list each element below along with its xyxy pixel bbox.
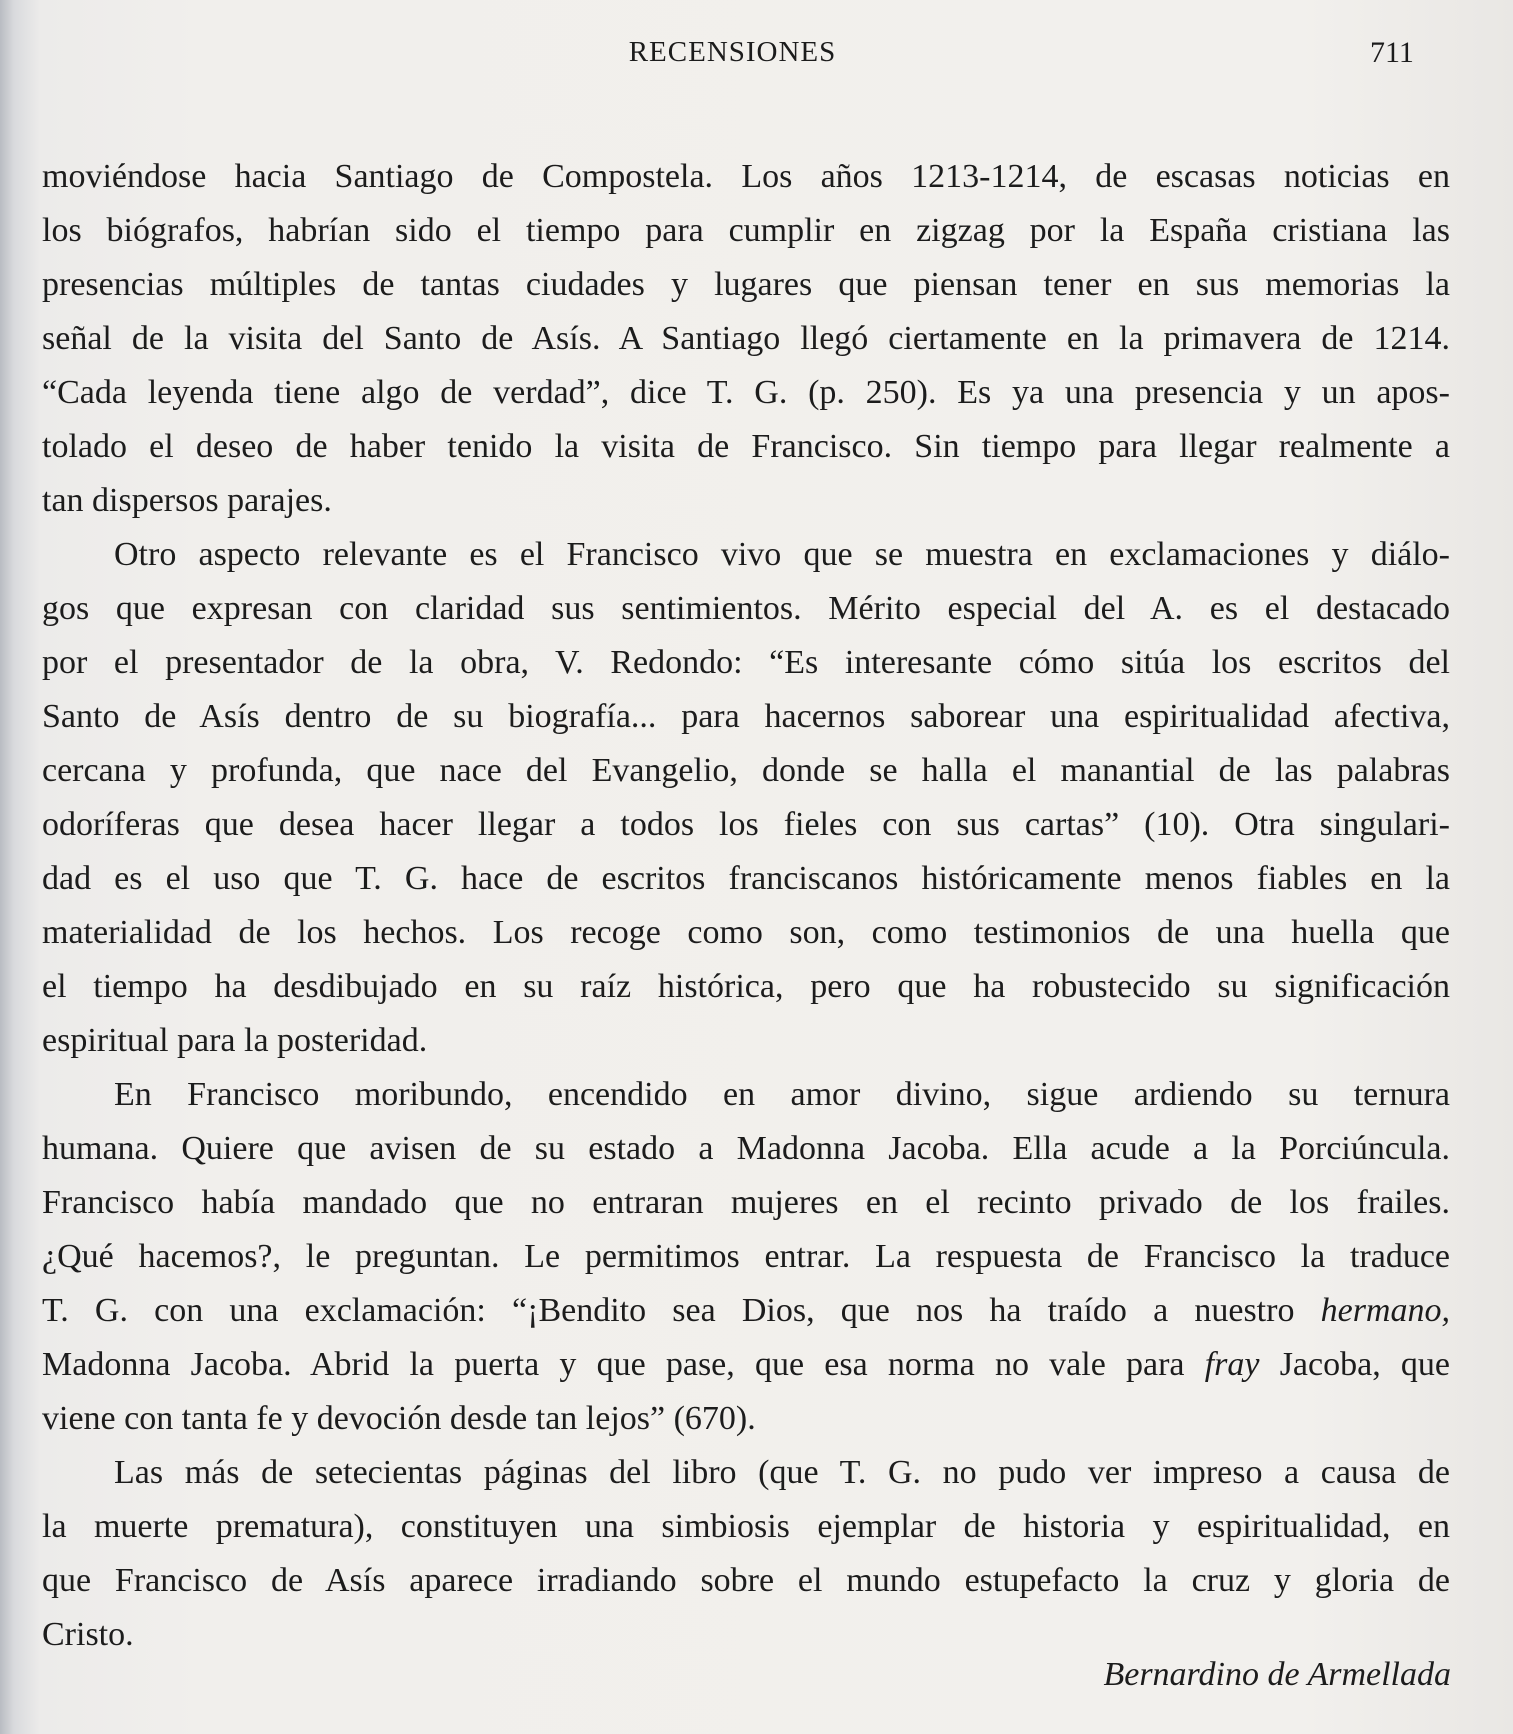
text-line <box>42 690 1450 744</box>
text-run: moviéndose hacia Santiago de Compostela. Los años 1213-1214, de escasas noticias en <box>42 158 1450 195</box>
text-line-content <box>42 636 1450 690</box>
text-run: Jacoba, que <box>1259 1346 1450 1383</box>
text-line-content <box>42 150 1450 204</box>
text-line-content <box>42 1500 1450 1554</box>
text-run: cercana y profunda, que nace del Evangelio, donde se halla el manantial de las palabras <box>42 752 1450 789</box>
text-line <box>42 528 1450 582</box>
text-run: tan dispersos parajes. <box>42 482 332 519</box>
page-header <box>0 36 1513 76</box>
text-run: que Francisco de Asís aparece irradiando sobre el mundo estupefacto la cruz y gloria de <box>42 1562 1450 1599</box>
text-line <box>42 366 1450 420</box>
text-line <box>42 744 1450 798</box>
text-line-content <box>42 1608 1450 1662</box>
text-run: dad es el uso que T. G. hace de escritos franciscanos históricamente menos fiables en la <box>42 860 1450 897</box>
italic-text: hermano, <box>1320 1292 1450 1329</box>
text-line <box>42 1176 1450 1230</box>
text-line <box>42 1338 1450 1392</box>
text-line-content <box>42 852 1450 906</box>
running-title <box>0 36 1513 69</box>
text-line-content <box>114 528 1450 582</box>
text-line-content <box>42 204 1450 258</box>
text-run: En Francisco moribundo, encendido en amor divino, sigue ardiendo su ternura <box>114 1076 1450 1113</box>
text-line-content <box>42 474 1450 528</box>
text-line <box>42 312 1450 366</box>
text-run: Cristo. <box>42 1616 134 1653</box>
text-run: humana. Quiere que avisen de su estado a Madonna Jacoba. Ella acude a la Porciúncula. <box>42 1130 1450 1167</box>
text-line-content <box>42 312 1450 366</box>
text-run: el tiempo ha desdibujado en su raíz histórica, pero que ha robustecido su significación <box>42 968 1450 1005</box>
text-line <box>42 1554 1450 1608</box>
text-line <box>42 1500 1450 1554</box>
text-line <box>42 1608 1450 1662</box>
text-line-content <box>114 1446 1450 1500</box>
text-line-content <box>42 1122 1450 1176</box>
text-line-content <box>42 1392 1450 1446</box>
text-run: viene con tanta fe y devoción desde tan lejos” (670). <box>42 1400 756 1437</box>
text-line <box>42 1392 1450 1446</box>
text-run: Otro aspecto relevante es el Francisco vivo que se muestra en exclamaciones y diálo- <box>114 536 1450 573</box>
text-line <box>42 1068 1450 1122</box>
text-run: odoríferas que desea hacer llegar a todos los fieles con sus cartas” (10). Otra singulari- <box>42 806 1450 843</box>
text-line <box>42 258 1450 312</box>
text-line <box>42 204 1450 258</box>
italic-text: fray <box>1204 1346 1260 1383</box>
text-line <box>42 420 1450 474</box>
text-line-content <box>42 1554 1450 1608</box>
text-line-content <box>42 1176 1450 1230</box>
text-line <box>42 906 1450 960</box>
text-line <box>42 960 1450 1014</box>
text-line-content <box>42 366 1450 420</box>
text-run: Las más de setecientas páginas del libro (que T. G. no pudo ver impreso a causa de <box>114 1454 1450 1491</box>
text-line <box>42 1122 1450 1176</box>
text-run: tolado el deseo de haber tenido la visita de Francisco. Sin tiempo para llegar realmente a <box>42 428 1450 465</box>
text-line <box>42 1284 1450 1338</box>
text-line-content <box>42 1014 1450 1068</box>
text-run: materialidad de los hechos. Los recoge como son, como testimonios de una huella que <box>42 914 1450 951</box>
text-run: Madonna Jacoba. Abrid la puerta y que pase, que esa norma no vale para <box>42 1346 1205 1383</box>
text-line-content <box>42 1230 1450 1284</box>
text-line-content <box>42 690 1450 744</box>
text-line-content <box>42 906 1450 960</box>
text-line-content <box>42 582 1450 636</box>
text-run: gos que expresan con claridad sus sentimientos. Mérito especial del A. es el destacado <box>42 590 1450 627</box>
text-line <box>42 582 1450 636</box>
page-number: 711 <box>1370 36 1414 69</box>
text-run: espiritual para la posteridad. <box>42 1022 428 1059</box>
text-run: Santo de Asís dentro de su biografía... para hacernos saborear una espiritualidad afectiva, <box>42 698 1450 735</box>
text-line <box>42 474 1450 528</box>
text-run: la muerte prematura), constituyen una simbiosis ejemplar de historia y espiritualidad, en <box>42 1508 1450 1545</box>
text-line-content <box>42 1338 1450 1392</box>
text-run: por el presentador de la obra, V. Redondo: “Es interesante cómo sitúa los escritos del <box>42 644 1450 681</box>
text-line-content <box>42 420 1450 474</box>
text-line <box>42 1014 1450 1068</box>
text-run: presencias múltiples de tantas ciudades y lugares que piensan tener en sus memorias la <box>42 266 1450 303</box>
text-run: ¿Qué hacemos?, le preguntan. Le permitimos entrar. La respuesta de Francisco la traduce <box>42 1238 1450 1275</box>
running-title-text: RECENSIONES <box>628 36 837 68</box>
text-line-content <box>42 960 1450 1014</box>
text-line-content <box>42 798 1450 852</box>
text-run: Francisco había mandado que no entraran mujeres en el recinto privado de los frailes. <box>42 1184 1450 1221</box>
text-line <box>42 636 1450 690</box>
text-line-content <box>42 1284 1450 1338</box>
text-line <box>42 1446 1450 1500</box>
author-signature: Bernardino de Armellada <box>1103 1656 1451 1693</box>
text-line-content <box>42 258 1450 312</box>
text-line <box>42 852 1450 906</box>
text-line-content <box>42 744 1450 798</box>
text-line <box>42 150 1450 204</box>
review-text <box>42 150 1450 1662</box>
text-line <box>42 798 1450 852</box>
text-run: “Cada leyenda tiene algo de verdad”, dice T. G. (p. 250). Es ya una presencia y un apos- <box>42 374 1450 411</box>
text-run: señal de la visita del Santo de Asís. A Santiago llegó ciertamente en la primavera de 1214. <box>42 320 1450 357</box>
text-line <box>42 1230 1450 1284</box>
text-run: T. G. con una exclamación: “¡Bendito sea Dios, que nos ha traído a nuestro <box>42 1292 1321 1329</box>
text-line-content <box>114 1068 1450 1122</box>
text-run: los biógrafos, habrían sido el tiempo para cumplir en zigzag por la España cristiana las <box>42 212 1450 249</box>
